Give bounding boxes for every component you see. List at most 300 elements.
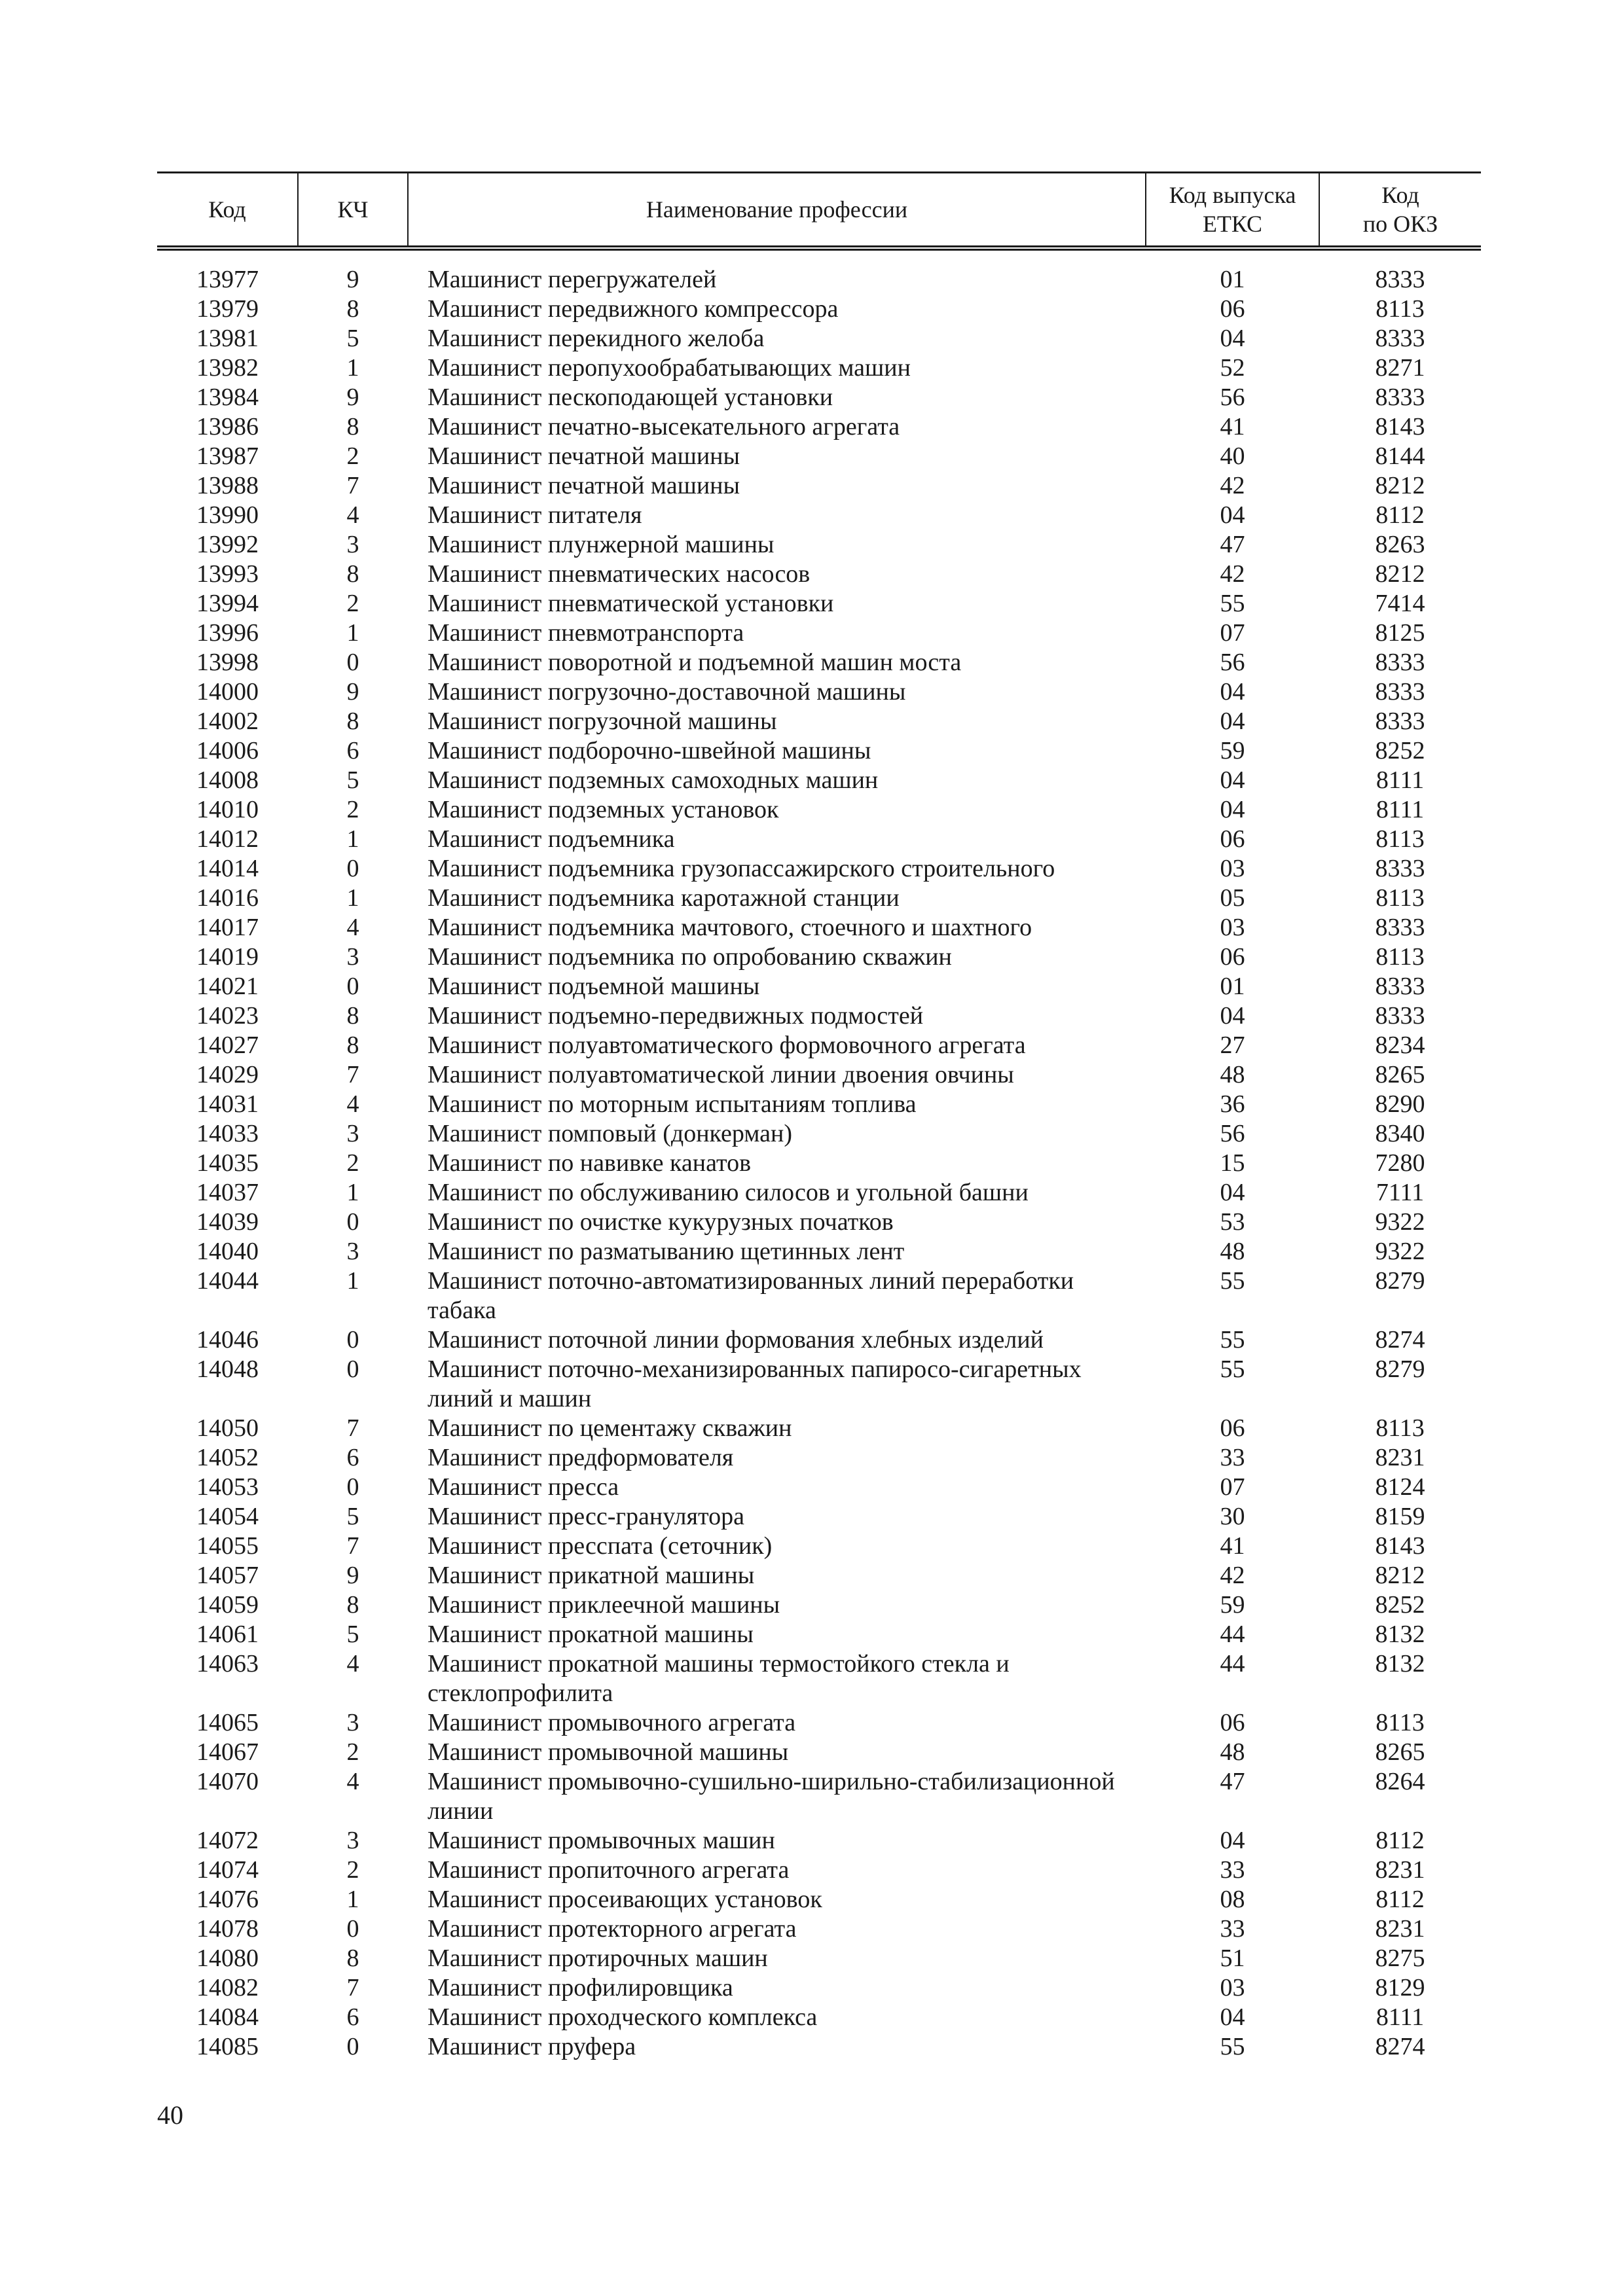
cell-etks-release-code: 42: [1220, 472, 1245, 499]
cell-kch: 1: [346, 354, 359, 382]
cell-code: 14008: [196, 766, 259, 794]
table-row: [157, 501, 1481, 530]
cell-okz-code: 8333: [1375, 914, 1425, 941]
cell-kch: 4: [346, 1650, 359, 1677]
page-number: 40: [157, 2100, 183, 2130]
cell-okz-code: 8125: [1375, 619, 1425, 647]
cell-profession-name: Машинист подъемника по опробованию скважин: [428, 943, 952, 971]
cell-profession-name: Машинист прикатной машины: [428, 1562, 755, 1589]
cell-okz-code: 8111: [1376, 2003, 1425, 2031]
cell-etks-release-code: 33: [1220, 1856, 1245, 1884]
cell-kch: 0: [346, 1208, 359, 1236]
cell-profession-name: Машинист перопухообрабатывающих машин: [428, 354, 911, 382]
header-etks-release-code: [1146, 173, 1319, 249]
cell-code: 14046: [196, 1326, 259, 1354]
header-release-line1: Код выпуска: [1169, 182, 1296, 208]
cell-code: 13987: [196, 442, 259, 470]
professions-table: [157, 171, 1481, 2062]
cell-kch: 0: [346, 2033, 359, 2060]
cell-profession-name: Машинист просеивающих установок: [428, 1886, 822, 1913]
table-row: [157, 1178, 1481, 1208]
table-row: [157, 1443, 1481, 1473]
cell-code: 13977: [196, 266, 259, 293]
cell-profession-name: Машинист протекторного агрегата: [428, 1915, 797, 1943]
cell-profession-name: Машинист подъемно-передвижных подмостей: [428, 1002, 924, 1030]
cell-etks-release-code: 44: [1220, 1650, 1245, 1677]
cell-kch: 6: [346, 1444, 359, 1471]
table-row: [157, 766, 1481, 795]
cell-okz-code: 8144: [1375, 442, 1425, 470]
cell-kch: 8: [346, 295, 359, 323]
cell-profession-name: Машинист пруфера: [428, 2033, 636, 2060]
cell-etks-release-code: 47: [1220, 531, 1245, 558]
cell-okz-code: 8143: [1375, 1532, 1425, 1560]
table-row: [157, 1914, 1481, 1944]
table-row: [157, 2003, 1481, 2032]
table-row: [157, 1561, 1481, 1590]
cell-kch: 5: [346, 766, 359, 794]
cell-profession-name: Машинист предформователя: [428, 1444, 734, 1471]
cell-code: 14039: [196, 1208, 259, 1236]
cell-etks-release-code: 56: [1220, 384, 1245, 411]
cell-profession-name: Машинист поточной линии формования хлебных изделий: [428, 1326, 1044, 1354]
cell-etks-release-code: 06: [1220, 825, 1245, 853]
header-profession-name: Наименование профессии: [408, 173, 1146, 249]
cell-etks-release-code: 30: [1220, 1503, 1245, 1530]
cell-code: 14053: [196, 1473, 259, 1501]
cell-okz-code: 8132: [1375, 1650, 1425, 1677]
cell-code: 13996: [196, 619, 259, 647]
cell-kch: 4: [346, 1768, 359, 1795]
cell-code: 14000: [196, 678, 259, 706]
cell-profession-name: Машинист перегружателей: [428, 266, 717, 293]
cell-etks-release-code: 07: [1220, 619, 1245, 647]
cell-profession-name: Машинист пресса: [428, 1473, 619, 1501]
cell-kch: 0: [346, 973, 359, 1000]
cell-okz-code: 8113: [1376, 1414, 1425, 1442]
cell-etks-release-code: 51: [1220, 1945, 1245, 1972]
cell-etks-release-code: 33: [1220, 1444, 1245, 1471]
cell-okz-code: 8290: [1375, 1090, 1425, 1118]
cell-code: 14017: [196, 914, 259, 941]
cell-profession-name: Машинист пневмотранспорта: [428, 619, 744, 647]
cell-profession-name: Машинист подъемной машины: [428, 973, 760, 1000]
cell-profession-name: Машинист погрузочной машины: [428, 708, 777, 735]
cell-etks-release-code: 33: [1220, 1915, 1245, 1943]
cell-okz-code: 8234: [1375, 1031, 1425, 1059]
cell-code: 13984: [196, 384, 259, 411]
cell-kch: 6: [346, 2003, 359, 2031]
cell-kch: 5: [346, 1503, 359, 1530]
cell-profession-name: Машинист пескоподающей установки: [428, 384, 833, 411]
table-row: [157, 1502, 1481, 1532]
cell-kch: 0: [346, 649, 359, 676]
table-row: [157, 1856, 1481, 1885]
table-row: [157, 854, 1481, 884]
cell-etks-release-code: 52: [1220, 354, 1245, 382]
cell-profession-name: Машинист питателя: [428, 501, 642, 529]
cell-okz-code: 8333: [1375, 325, 1425, 352]
cell-etks-release-code: 04: [1220, 501, 1245, 529]
cell-etks-release-code: 48: [1220, 1738, 1245, 1766]
cell-profession-name: Машинист профилировщика: [428, 1974, 733, 2001]
cell-kch: 2: [346, 442, 359, 470]
cell-okz-code: 8143: [1375, 413, 1425, 440]
cell-code: 13993: [196, 560, 259, 588]
cell-etks-release-code: 06: [1220, 1414, 1245, 1442]
table-row: [157, 1266, 1481, 1325]
cell-etks-release-code: 04: [1220, 1179, 1245, 1206]
cell-code: 13979: [196, 295, 259, 323]
cell-code: 14002: [196, 708, 259, 735]
cell-okz-code: 8333: [1375, 1002, 1425, 1030]
cell-kch: 0: [346, 855, 359, 882]
cell-etks-release-code: 56: [1220, 649, 1245, 676]
cell-okz-code: 8264: [1375, 1768, 1425, 1795]
cell-profession-name: Машинист по разматыванию щетинных лент: [428, 1238, 905, 1265]
cell-etks-release-code: 04: [1220, 678, 1245, 706]
cell-kch: 5: [346, 1621, 359, 1648]
cell-profession-name: Машинист перекидного желоба: [428, 325, 765, 352]
cell-okz-code: 8113: [1376, 295, 1425, 323]
cell-etks-release-code: 04: [1220, 2003, 1245, 2031]
cell-okz-code: 9322: [1375, 1238, 1425, 1265]
cell-etks-release-code: 06: [1220, 1709, 1245, 1736]
table-row: [157, 913, 1481, 942]
cell-code: 14037: [196, 1179, 259, 1206]
table-row: [157, 1119, 1481, 1149]
cell-etks-release-code: 04: [1220, 1002, 1245, 1030]
cell-code: 14052: [196, 1444, 259, 1471]
cell-profession-name: Машинист промывочно-сушильно-ширильно-стабилизационной линии: [428, 1768, 1115, 1825]
cell-okz-code: 7414: [1375, 590, 1425, 617]
cell-code: 14021: [196, 973, 259, 1000]
cell-kch: 8: [346, 1002, 359, 1030]
table-row: [157, 707, 1481, 736]
cell-profession-name: Машинист погрузочно-доставочной машины: [428, 678, 906, 706]
table-row: [157, 412, 1481, 442]
cell-etks-release-code: 55: [1220, 1355, 1245, 1383]
cell-profession-name: Машинист по цементажу скважин: [428, 1414, 792, 1442]
cell-kch: 1: [346, 619, 359, 647]
table-row: [157, 1208, 1481, 1237]
cell-okz-code: 8132: [1375, 1621, 1425, 1648]
cell-okz-code: 8231: [1375, 1856, 1425, 1884]
header-kch: КЧ: [298, 173, 408, 249]
table-row: [157, 884, 1481, 913]
table-row: [157, 972, 1481, 1001]
cell-kch: 8: [346, 1945, 359, 1972]
cell-code: 14040: [196, 1238, 259, 1265]
cell-etks-release-code: 55: [1220, 2033, 1245, 2060]
cell-code: 14072: [196, 1827, 259, 1854]
cell-profession-name: Машинист подъемника мачтового, стоечного и шахтного: [428, 914, 1032, 941]
cell-okz-code: 7280: [1375, 1149, 1425, 1177]
cell-etks-release-code: 03: [1220, 1974, 1245, 2001]
cell-okz-code: 8112: [1376, 1827, 1425, 1854]
cell-kch: 8: [346, 708, 359, 735]
cell-etks-release-code: 55: [1220, 1267, 1245, 1295]
cell-kch: 1: [346, 884, 359, 912]
cell-okz-code: 8263: [1375, 531, 1425, 558]
cell-kch: 2: [346, 590, 359, 617]
cell-etks-release-code: 03: [1220, 914, 1245, 941]
cell-code: 14029: [196, 1061, 259, 1088]
table-row: [157, 248, 1481, 295]
cell-code: 14061: [196, 1621, 259, 1648]
cell-etks-release-code: 06: [1220, 295, 1245, 323]
cell-okz-code: 8333: [1375, 649, 1425, 676]
table-row: [157, 530, 1481, 560]
table-row: [157, 619, 1481, 648]
cell-etks-release-code: 27: [1220, 1031, 1245, 1059]
cell-kch: 3: [346, 1120, 359, 1147]
cell-profession-name: Машинист печатно-высекательного агрегата: [428, 413, 900, 440]
cell-okz-code: 8112: [1376, 1886, 1425, 1913]
cell-code: 14074: [196, 1856, 259, 1884]
cell-etks-release-code: 55: [1220, 590, 1245, 617]
cell-kch: 7: [346, 1974, 359, 2001]
cell-kch: 7: [346, 472, 359, 499]
cell-profession-name: Машинист печатной машины: [428, 472, 740, 499]
cell-code: 14019: [196, 943, 259, 971]
cell-code: 14031: [196, 1090, 259, 1118]
cell-code: 13998: [196, 649, 259, 676]
table-row: [157, 353, 1481, 383]
cell-kch: 4: [346, 1090, 359, 1118]
cell-code: 14070: [196, 1768, 259, 1795]
cell-etks-release-code: 48: [1220, 1061, 1245, 1088]
cell-profession-name: Машинист плунжерной машины: [428, 531, 775, 558]
cell-code: 14065: [196, 1709, 259, 1736]
table-row: [157, 1149, 1481, 1178]
cell-etks-release-code: 48: [1220, 1238, 1245, 1265]
cell-etks-release-code: 41: [1220, 1532, 1245, 1560]
table-row: [157, 471, 1481, 501]
cell-code: 14078: [196, 1915, 259, 1943]
table-row: [157, 1767, 1481, 1826]
cell-profession-name: Машинист полуавтоматической линии двоения овчины: [428, 1061, 1014, 1088]
cell-profession-name: Машинист подъемника: [428, 825, 675, 853]
cell-okz-code: 8113: [1376, 1709, 1425, 1736]
cell-etks-release-code: 03: [1220, 855, 1245, 882]
cell-kch: 3: [346, 1709, 359, 1736]
cell-profession-name: Машинист пресс-гранулятора: [428, 1503, 744, 1530]
cell-code: 14084: [196, 2003, 259, 2031]
cell-etks-release-code: 44: [1220, 1621, 1245, 1648]
cell-code: 14027: [196, 1031, 259, 1059]
table-row: [157, 1473, 1481, 1502]
cell-profession-name: Машинист по моторным испытаниям топлива: [428, 1090, 917, 1118]
table-row: [157, 677, 1481, 707]
cell-okz-code: 8252: [1375, 737, 1425, 764]
cell-profession-name: Машинист поворотной и подъемной машин моста: [428, 649, 962, 676]
cell-profession-name: Машинист подземных установок: [428, 796, 779, 823]
cell-code: 14006: [196, 737, 259, 764]
table-row: [157, 648, 1481, 677]
cell-code: 14023: [196, 1002, 259, 1030]
cell-kch: 8: [346, 413, 359, 440]
cell-kch: 3: [346, 943, 359, 971]
cell-kch: 7: [346, 1061, 359, 1088]
cell-kch: 8: [346, 1031, 359, 1059]
cell-okz-code: 8333: [1375, 708, 1425, 735]
cell-etks-release-code: 36: [1220, 1090, 1245, 1118]
cell-profession-name: Машинист пропиточного агрегата: [428, 1856, 790, 1884]
cell-code: 13994: [196, 590, 259, 617]
table-body: [157, 248, 1481, 2062]
cell-code: 14085: [196, 2033, 259, 2060]
cell-okz-code: 8113: [1376, 943, 1425, 971]
cell-code: 14082: [196, 1974, 259, 2001]
cell-code: 14014: [196, 855, 259, 882]
cell-kch: 8: [346, 1591, 359, 1619]
cell-okz-code: 8113: [1376, 825, 1425, 853]
cell-profession-name: Машинист прокатной машины термостойкого стекла и стеклопрофилита: [428, 1650, 1010, 1707]
cell-okz-code: 8113: [1376, 884, 1425, 912]
cell-profession-name: Машинист пресспата (сеточник): [428, 1532, 773, 1560]
cell-profession-name: Машинист по обслуживанию силосов и угольной башни: [428, 1179, 1029, 1206]
cell-kch: 3: [346, 1238, 359, 1265]
cell-profession-name: Машинист подборочно-швейной машины: [428, 737, 871, 764]
table-row: [157, 1944, 1481, 1973]
cell-kch: 1: [346, 1267, 359, 1295]
cell-okz-code: 8265: [1375, 1061, 1425, 1088]
cell-okz-code: 8279: [1375, 1355, 1425, 1383]
cell-kch: 4: [346, 501, 359, 529]
cell-code: 13986: [196, 413, 259, 440]
table-row: [157, 1973, 1481, 2003]
cell-code: 14059: [196, 1591, 259, 1619]
cell-kch: 4: [346, 914, 359, 941]
cell-profession-name: Машинист полуавтоматического формовочного агрегата: [428, 1031, 1026, 1059]
cell-okz-code: 8271: [1375, 354, 1425, 382]
cell-profession-name: Машинист поточно-механизированных папиросо-сигаретных линий и машин: [428, 1355, 1082, 1412]
cell-code: 14044: [196, 1267, 259, 1295]
cell-code: 14080: [196, 1945, 259, 1972]
cell-etks-release-code: 06: [1220, 943, 1245, 971]
cell-okz-code: 8231: [1375, 1915, 1425, 1943]
cell-okz-code: 8333: [1375, 855, 1425, 882]
cell-etks-release-code: 04: [1220, 708, 1245, 735]
table-row: [157, 1649, 1481, 1708]
cell-kch: 8: [346, 560, 359, 588]
cell-profession-name: Машинист подъемника грузопассажирского строительного: [428, 855, 1055, 882]
cell-profession-name: Машинист промывочного агрегата: [428, 1709, 796, 1736]
table-row: [157, 1090, 1481, 1119]
cell-profession-name: Машинист прокатной машины: [428, 1621, 754, 1648]
cell-kch: 1: [346, 1179, 359, 1206]
header-okz-line1: Код: [1381, 182, 1419, 208]
cell-profession-name: Машинист по навивке канатов: [428, 1149, 752, 1177]
table-row: [157, 1031, 1481, 1060]
table-row: [157, 1414, 1481, 1443]
cell-code: 13982: [196, 354, 259, 382]
cell-etks-release-code: 04: [1220, 1827, 1245, 1854]
cell-kch: 7: [346, 1532, 359, 1560]
cell-okz-code: 9322: [1375, 1208, 1425, 1236]
cell-kch: 0: [346, 1326, 359, 1354]
cell-profession-name: Машинист протирочных машин: [428, 1945, 768, 1972]
cell-etks-release-code: 47: [1220, 1768, 1245, 1795]
cell-etks-release-code: 41: [1220, 413, 1245, 440]
table-row: [157, 589, 1481, 619]
cell-code: 14055: [196, 1532, 259, 1560]
cell-etks-release-code: 53: [1220, 1208, 1245, 1236]
cell-etks-release-code: 01: [1220, 266, 1245, 293]
cell-code: 14010: [196, 796, 259, 823]
cell-okz-code: 8111: [1376, 796, 1425, 823]
cell-kch: 6: [346, 737, 359, 764]
header-okz-code: [1319, 173, 1481, 249]
cell-kch: 2: [346, 1149, 359, 1177]
cell-kch: 7: [346, 1414, 359, 1442]
table-row: [157, 795, 1481, 825]
table-row: [157, 324, 1481, 353]
cell-kch: 0: [346, 1915, 359, 1943]
cell-kch: 9: [346, 678, 359, 706]
cell-okz-code: 8340: [1375, 1120, 1425, 1147]
cell-okz-code: 8212: [1375, 1562, 1425, 1589]
cell-kch: 1: [346, 1886, 359, 1913]
cell-code: 13992: [196, 531, 259, 558]
cell-etks-release-code: 42: [1220, 1562, 1245, 1589]
cell-etks-release-code: 42: [1220, 560, 1245, 588]
cell-code: 14035: [196, 1149, 259, 1177]
cell-etks-release-code: 04: [1220, 325, 1245, 352]
table-row: [157, 1060, 1481, 1090]
table-row: [157, 736, 1481, 766]
cell-etks-release-code: 04: [1220, 766, 1245, 794]
cell-okz-code: 8112: [1376, 501, 1425, 529]
cell-kch: 3: [346, 1827, 359, 1854]
cell-etks-release-code: 05: [1220, 884, 1245, 912]
cell-etks-release-code: 56: [1220, 1120, 1245, 1147]
cell-kch: 3: [346, 531, 359, 558]
table-row: [157, 1532, 1481, 1561]
table-header-row: [157, 173, 1481, 249]
cell-okz-code: 8279: [1375, 1267, 1425, 1295]
table-row: [157, 1355, 1481, 1414]
cell-okz-code: 8124: [1375, 1473, 1425, 1501]
cell-okz-code: 8274: [1375, 2033, 1425, 2060]
table-row: [157, 442, 1481, 471]
cell-etks-release-code: 59: [1220, 1591, 1245, 1619]
table-row: [157, 1620, 1481, 1649]
cell-kch: 2: [346, 796, 359, 823]
cell-kch: 2: [346, 1738, 359, 1766]
cell-okz-code: 8333: [1375, 266, 1425, 293]
cell-okz-code: 8111: [1376, 766, 1425, 794]
table-row: [157, 1708, 1481, 1738]
cell-etks-release-code: 01: [1220, 973, 1245, 1000]
table-row: [157, 1826, 1481, 1856]
cell-etks-release-code: 40: [1220, 442, 1245, 470]
cell-okz-code: 8231: [1375, 1444, 1425, 1471]
cell-profession-name: Машинист передвижного компрессора: [428, 295, 839, 323]
cell-okz-code: 8159: [1375, 1503, 1425, 1530]
cell-profession-name: Машинист проходческого комплекса: [428, 2003, 818, 2031]
table-row: [157, 295, 1481, 324]
cell-code: 14067: [196, 1738, 259, 1766]
cell-kch: 2: [346, 1856, 359, 1884]
cell-okz-code: 8212: [1375, 472, 1425, 499]
cell-profession-name: Машинист промывочной машины: [428, 1738, 789, 1766]
cell-kch: 5: [346, 325, 359, 352]
cell-profession-name: Машинист пневматических насосов: [428, 560, 811, 588]
cell-okz-code: 8265: [1375, 1738, 1425, 1766]
cell-code: 14012: [196, 825, 259, 853]
